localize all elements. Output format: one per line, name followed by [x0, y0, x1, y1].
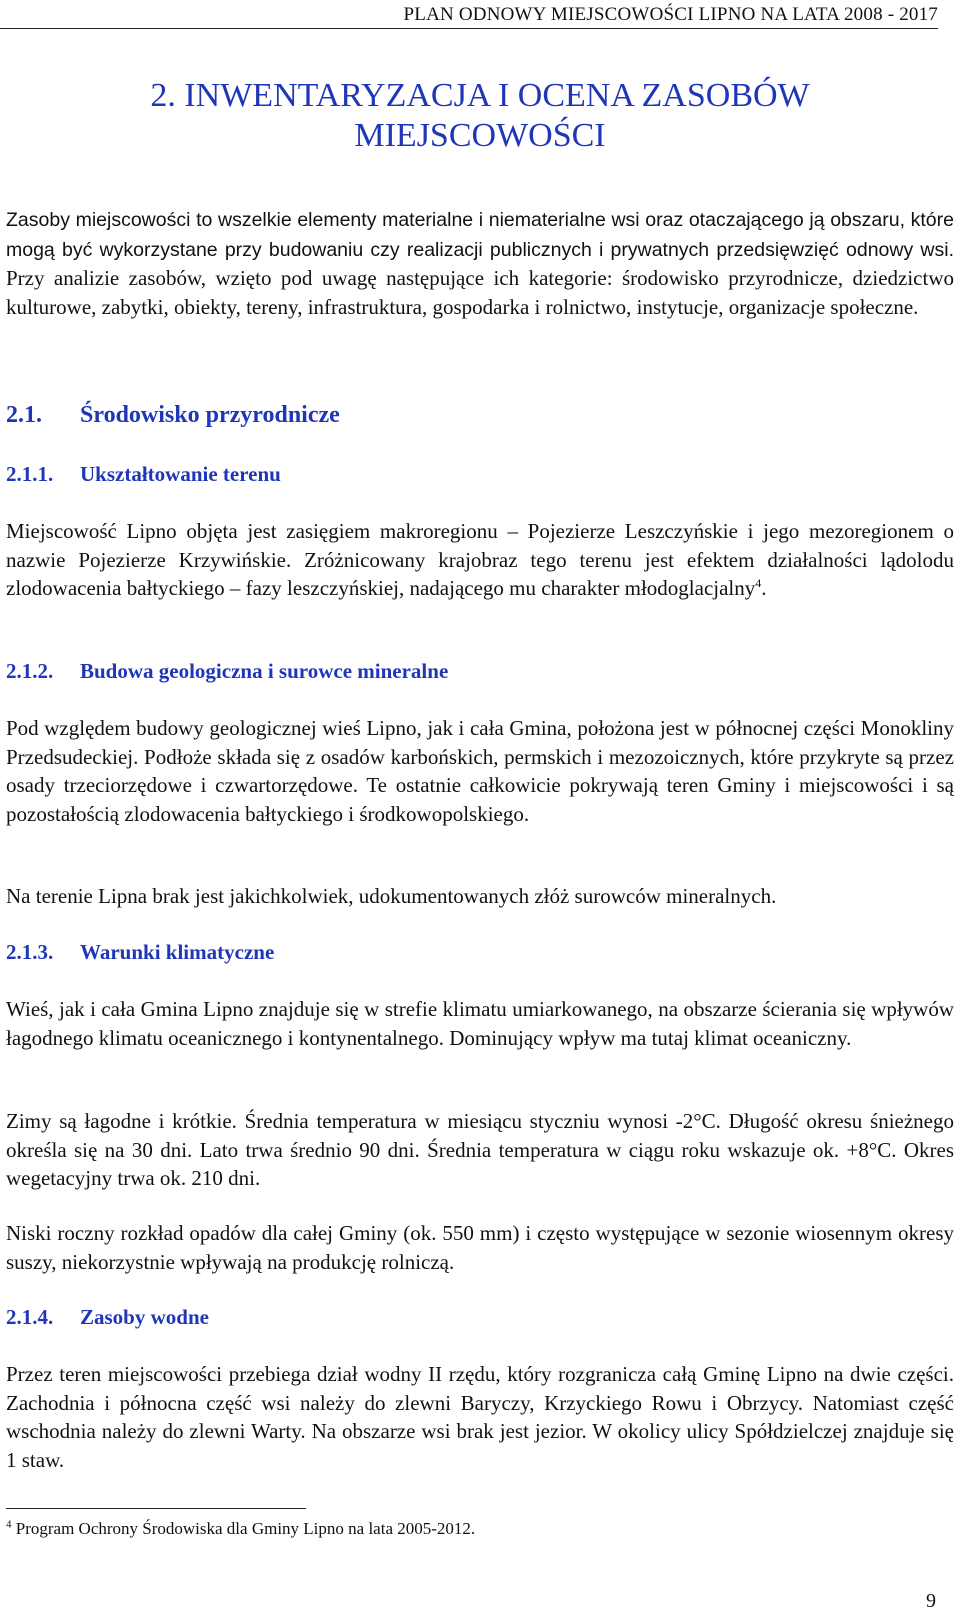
intro-paragraph: [6, 205, 954, 321]
climate-text-2: Zimy są łagodne i krótkie. Średnia temperatura w miesiącu styczniu wynosi -2°C. Długość okresu śnieżnego określa się na 30 dni. Lato trwa średnio 90 dni. Średnia temperatura w ciągu roku wskazuje ok. +8°C. Okres wegetacyjny trwa ok. 210 dni.: [6, 1109, 954, 1190]
geology-text: Pod względem budowy geologicznej wieś Lipno, jak i cała Gmina, położona jest w północnej części Monokliny Przedsudeckiej. Podłoże składa się z osadów karbońskich, permskich i mezozoicznych, które przykryte są przez osady trzeciorzędowe i czwartorzędowe. Te ostatnie całkowicie pokrywają teren Gminy i miejscowości i są pozostałością zlodowacenia bałtyckiego i środkowopolskiego.: [6, 716, 954, 826]
footnote: [6, 1519, 475, 1539]
section-title: Budowa geologiczna i surowce mineralne: [80, 659, 449, 683]
intro-text-sans: Zasoby miejscowości to wszelkie elementy materialne i niematerialne wsi oraz otaczającego ją obszaru, które mogą być wykorzystane przy budowaniu czy realizacji publicznych i prywatnych przedsięwzięć odnowy wsi.: [6, 209, 954, 261]
section-heading-2-1-1: [6, 462, 281, 487]
chapter-title: [0, 76, 960, 156]
climate-text-1: Wieś, jak i cała Gmina Lipno znajduje się w strefie klimatu umiarkowanego, na obszarze ścierania się wpływów łagodnego klimatu oceanicznego i kontynentalnego. Dominujący wpływ ma tutaj klimat oceaniczny.: [6, 997, 954, 1050]
section-title: Warunki klimatyczne: [80, 940, 275, 964]
section-number: 2.1.3.: [6, 940, 54, 964]
paragraph-climate-3: [6, 1219, 954, 1276]
chapter-title-line-2: MIEJSCOWOŚCI: [354, 117, 606, 154]
running-header: PLAN ODNOWY MIEJSCOWOŚCI LIPNO NA LATA 2008 - 2017: [0, 4, 938, 29]
intro-text-serif: Przy analizie zasobów, wzięto pod uwagę następujące ich kategorie: środowisko przyrodnicze, dziedzictwo kulturowe, zabytki, obiekty, tereny, infrastruktura, gospodarka i rolnictwo, instytucje, organizacje społeczne.: [6, 266, 954, 319]
paragraph-minerals: [6, 882, 954, 911]
section-title: Ukształtowanie terenu: [80, 462, 281, 486]
paragraph-climate-1: [6, 995, 954, 1052]
section-number: 2.1.1.: [6, 462, 54, 486]
water-text: Przez teren miejscowości przebiega dział wodny II rzędu, który rozgranicza całą Gminę Lipno na dwie części. Zachodnia i północna część wsi należy do zlewni Baryczy, Krzyckiego Rowu i Obrzycy. Natomiast część wschodnia należy do zlewni Warty. Na obszarze wsi brak jest jezior. W okolicy ulicy Spółdzielczej znajduje się 1 staw.: [6, 1362, 954, 1472]
section-title: Zasoby wodne: [80, 1305, 209, 1329]
minerals-text: Na terenie Lipna brak jest jakichkolwiek, udokumentowanych złóż surowców mineralnych.: [6, 884, 777, 908]
section-heading-2-1-2: [6, 659, 448, 684]
paragraph-climate-2: [6, 1107, 954, 1193]
terrain-text-end: .: [761, 576, 767, 600]
paragraph-terrain: [6, 517, 954, 603]
paragraph-geology: [6, 714, 954, 828]
footnote-text: Program Ochrony Środowiska dla Gminy Lipno na lata 2005-2012.: [11, 1519, 476, 1538]
chapter-title-line-1: 2. INWENTARYZACJA I OCENA ZASOBÓW: [150, 77, 810, 114]
footnote-separator: [6, 1508, 306, 1509]
section-number: 2.1.2.: [6, 659, 54, 683]
section-heading-2-1-3: [6, 940, 274, 965]
footnote-number: 4: [6, 1518, 12, 1531]
section-heading-2-1: [6, 402, 340, 429]
footnote-reference: 4: [755, 576, 762, 590]
paragraph-water: [6, 1360, 954, 1474]
section-number: 2.1.4.: [6, 1305, 54, 1329]
section-title: Środowisko przyrodnicze: [80, 402, 340, 428]
section-number: 2.1.: [6, 402, 42, 428]
page-number: 9: [926, 1590, 936, 1612]
section-heading-2-1-4: [6, 1305, 209, 1330]
climate-text-3: Niski roczny rozkład opadów dla całej Gminy (ok. 550 mm) i często występujące w sezonie wiosennym okresy suszy, niekorzystnie wpływają na produkcję rolniczą.: [6, 1221, 954, 1274]
terrain-text: Miejscowość Lipno objęta jest zasięgiem makroregionu – Pojezierze Leszczyńskie i jego mezoregionem o nazwie Pojezierze Krzywińskie. Zróżnicowany krajobraz tego terenu jest efektem działalności lądolodu zlodowacenia bałtyckiego – fazy leszczyńskiej, nadającego mu charakter młodoglacjalny: [6, 519, 954, 600]
